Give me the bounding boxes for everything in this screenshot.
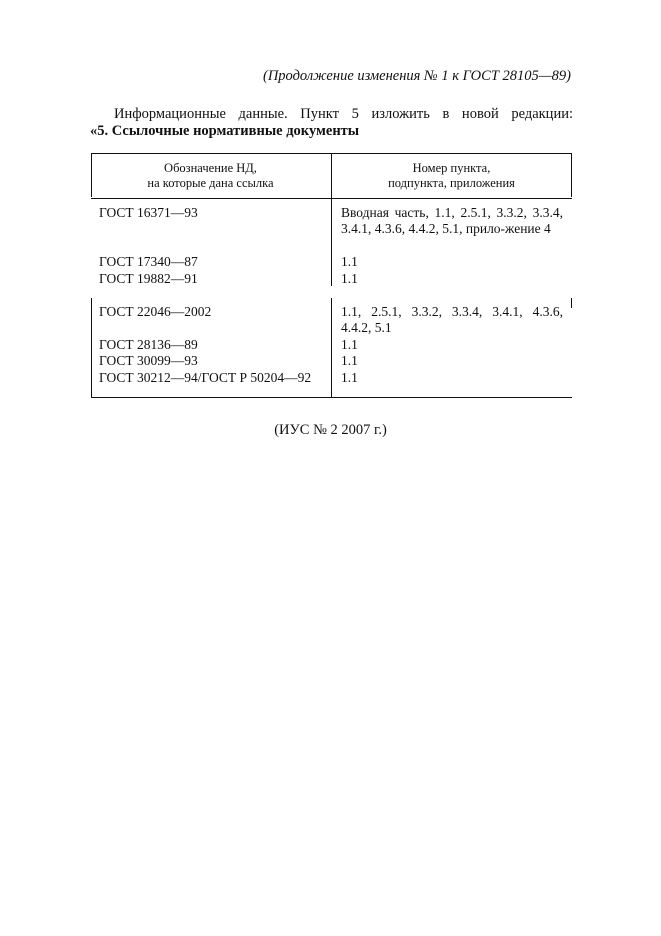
row-document: ГОСТ 30212—94/ГОСТ Р 50204—92 <box>99 370 312 385</box>
section-heading: «5. Ссылочные нормативные документы <box>90 123 360 139</box>
row-document: ГОСТ 22046—2002 <box>99 304 212 319</box>
info-paragraph: Информационные данные. Пункт 5 изложить в новой редакции: <box>114 106 573 122</box>
header-clause-line-2: подпункта, приложения <box>388 176 515 190</box>
row-document: ГОСТ 16371—93 <box>99 205 198 220</box>
table-right-border <box>571 153 572 197</box>
row-document: ГОСТ 17340—87 <box>99 254 198 269</box>
row-document: ГОСТ 19882—91 <box>99 271 198 286</box>
row-reference: 1.1 <box>341 337 358 352</box>
table-left-border <box>91 153 92 197</box>
row-reference: 1.1 <box>341 353 358 368</box>
row-reference: 1.1 <box>341 254 358 269</box>
table-column-divider <box>331 153 332 286</box>
row-reference: 1.1, 2.5.1, 3.3.2, 3.3.4, 3.4.1, 4.3.6, 4.4.2, 5.1 <box>341 304 563 335</box>
header-clause-line-1: Номер пункта, <box>412 161 491 175</box>
table-column-divider-part2 <box>331 298 332 398</box>
row-reference: 1.1 <box>341 271 358 286</box>
row-document: ГОСТ 30099—93 <box>99 353 198 368</box>
header-designation-line-2: на которые дана ссылка <box>147 176 274 190</box>
row-document: ГОСТ 28136—89 <box>99 337 198 352</box>
ius-note: (ИУС № 2 2007 г.) <box>274 422 387 438</box>
header-cell-designation <box>91 154 330 198</box>
table-left-border-part2 <box>91 298 92 398</box>
table-right-border-part2 <box>571 298 572 308</box>
header-designation-line-1: Обозначение НД, <box>164 161 257 175</box>
row-reference: 1.1 <box>341 370 358 385</box>
row-reference: Вводная часть, 1.1, 2.5.1, 3.3.2, 3.3.4, 3.4.1, 4.3.6, 4.4.2, 5.1, прило-жение 4 <box>341 205 563 236</box>
header-cell-clause <box>331 154 572 198</box>
table-bottom-rule <box>91 397 572 398</box>
continuation-note: (Продолжение изменения № 1 к ГОСТ 28105—89) <box>262 68 571 84</box>
